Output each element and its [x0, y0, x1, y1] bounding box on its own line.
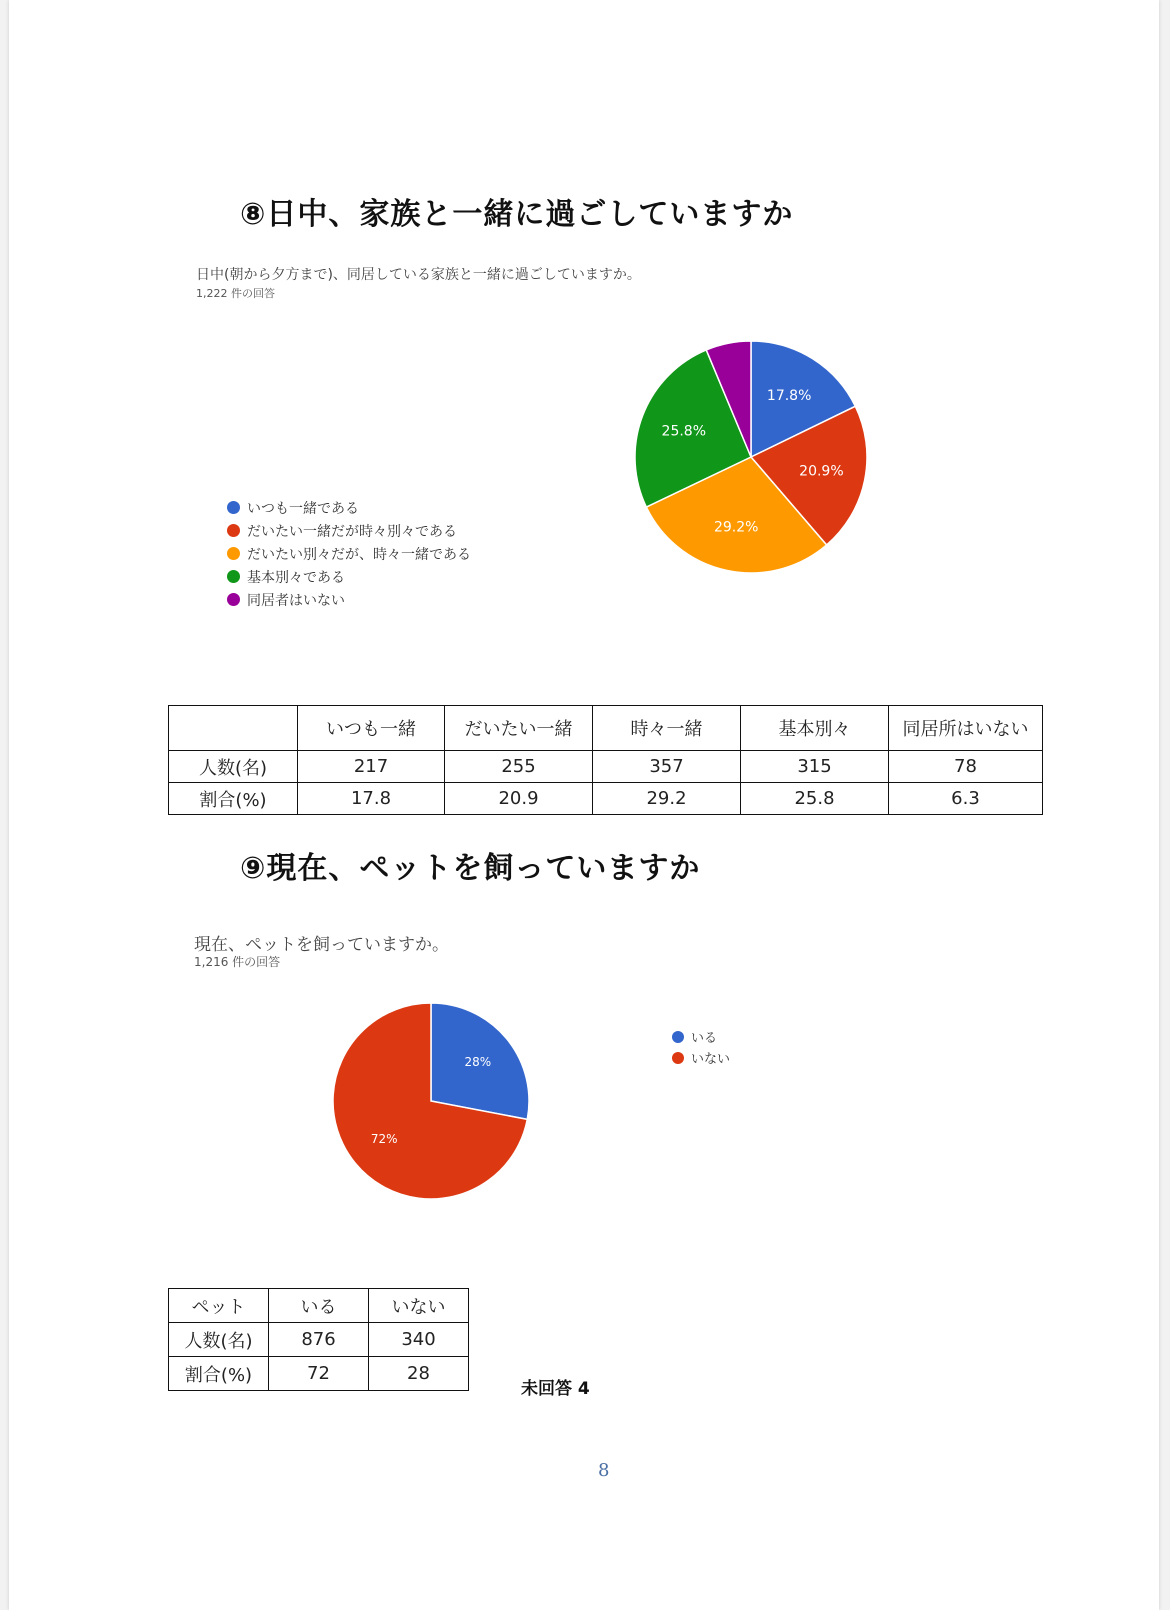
section8-table-cell: 78	[889, 751, 1043, 783]
chart1-legend-label-1: だいたい一緒だが時々別々である	[247, 523, 457, 540]
section9-table-header-row	[169, 1289, 469, 1323]
chart1-slice-label-2: 29.2%	[713, 519, 759, 536]
chart2-response-count: 1,216 件の回答	[194, 955, 281, 969]
chart1-slice-label-1: 20.9%	[799, 463, 844, 480]
section8-table-cell: 同居所はいない	[889, 706, 1043, 751]
section9-table-cell: いない	[369, 1289, 469, 1323]
page-number: 8	[598, 1460, 610, 1481]
chart1-legend-label-4: 同居者はいない	[247, 592, 345, 609]
section8-table	[168, 705, 1043, 815]
section9-heading: ⑨現在、ペットを飼っていますか	[240, 851, 701, 886]
section8-table-cell: 217	[298, 751, 445, 783]
chart1-legend-dot-3	[227, 570, 240, 583]
section8-table-cell: 315	[741, 751, 889, 783]
chart1-legend	[227, 496, 471, 611]
chart2-legend-dot-1	[672, 1052, 684, 1064]
chart1-legend-item-1	[227, 519, 471, 542]
chart1-legend-dot-1	[227, 524, 240, 537]
chart1-pie	[631, 339, 871, 579]
section9-table-row	[169, 1323, 469, 1357]
no-answer-note: 未回答 4	[521, 1379, 590, 1399]
section8-table-cell: だいたい一緒	[445, 706, 593, 751]
chart2-slice-label-1: 72%	[370, 1132, 398, 1147]
section9-table-cell: ペット	[169, 1289, 269, 1323]
section9-table-cell: 割合(%)	[169, 1357, 269, 1391]
section8-table-cell: 29.2	[593, 783, 741, 815]
section9-table-cell: 876	[269, 1323, 369, 1357]
chart2-slice-label-0: 28%	[464, 1054, 492, 1069]
chart1-slice-label-0: 17.8%	[766, 388, 812, 405]
chart1-title: 日中(朝から夕方まで)、同居している家族と一緒に過ごしていますか。	[196, 267, 641, 283]
chart2-legend-item-0	[672, 1026, 730, 1047]
section8-heading: ⑧日中、家族と一緒に過ごしていますか	[240, 197, 794, 232]
section9-table-cell: 28	[369, 1357, 469, 1391]
chart2-pie	[331, 1001, 531, 1201]
section9-table-cell: 人数(名)	[169, 1323, 269, 1357]
section9-table	[168, 1288, 469, 1391]
chart1-slice-label-3: 25.8%	[661, 423, 707, 440]
chart1-legend-label-2: だいたい別々だが、時々一緒である	[247, 546, 471, 563]
section8-table-row	[169, 783, 1043, 815]
chart1-legend-dot-0	[227, 501, 240, 514]
chart1-legend-label-3: 基本別々である	[247, 569, 345, 586]
chart2-title: 現在、ペットを飼っていますか。	[194, 935, 449, 955]
chart1-legend-item-2	[227, 542, 471, 565]
document-page	[9, 0, 1159, 1610]
chart1-legend-dot-4	[227, 593, 240, 606]
chart1-legend-dot-2	[227, 547, 240, 560]
section8-table-cell: 25.8	[741, 783, 889, 815]
chart2-legend-label-0: いる	[691, 1031, 718, 1046]
section8-table-cell: いつも一緒	[298, 706, 445, 751]
chart1-legend-item-0	[227, 496, 471, 519]
section8-table-cell: 時々一緒	[593, 706, 741, 751]
section8-table-cell: 人数(名)	[169, 751, 298, 783]
section8-table-cell	[169, 706, 298, 751]
section9-table-cell: いる	[269, 1289, 369, 1323]
section8-table-cell: 255	[445, 751, 593, 783]
section8-table-row	[169, 751, 1043, 783]
chart2-legend-label-1: いない	[691, 1052, 731, 1067]
chart2-legend-item-1	[672, 1047, 730, 1068]
section8-table-cell: 20.9	[445, 783, 593, 815]
section8-table-cell: 6.3	[889, 783, 1043, 815]
chart1-legend-item-3	[227, 565, 471, 588]
chart1-legend-item-4	[227, 588, 471, 611]
chart1-legend-label-0: いつも一緒である	[247, 500, 359, 517]
section8-table-header-row	[169, 706, 1043, 751]
section8-table-cell: 357	[593, 751, 741, 783]
section8-table-cell: 基本別々	[741, 706, 889, 751]
chart2-legend-dot-0	[672, 1031, 684, 1043]
section9-table-cell: 72	[269, 1357, 369, 1391]
section9-table-row	[169, 1357, 469, 1391]
section8-table-cell: 割合(%)	[169, 783, 298, 815]
chart2-legend	[672, 1026, 730, 1068]
section8-table-cell: 17.8	[298, 783, 445, 815]
chart1-response-count: 1,222 件の回答	[196, 287, 275, 300]
section9-table-cell: 340	[369, 1323, 469, 1357]
